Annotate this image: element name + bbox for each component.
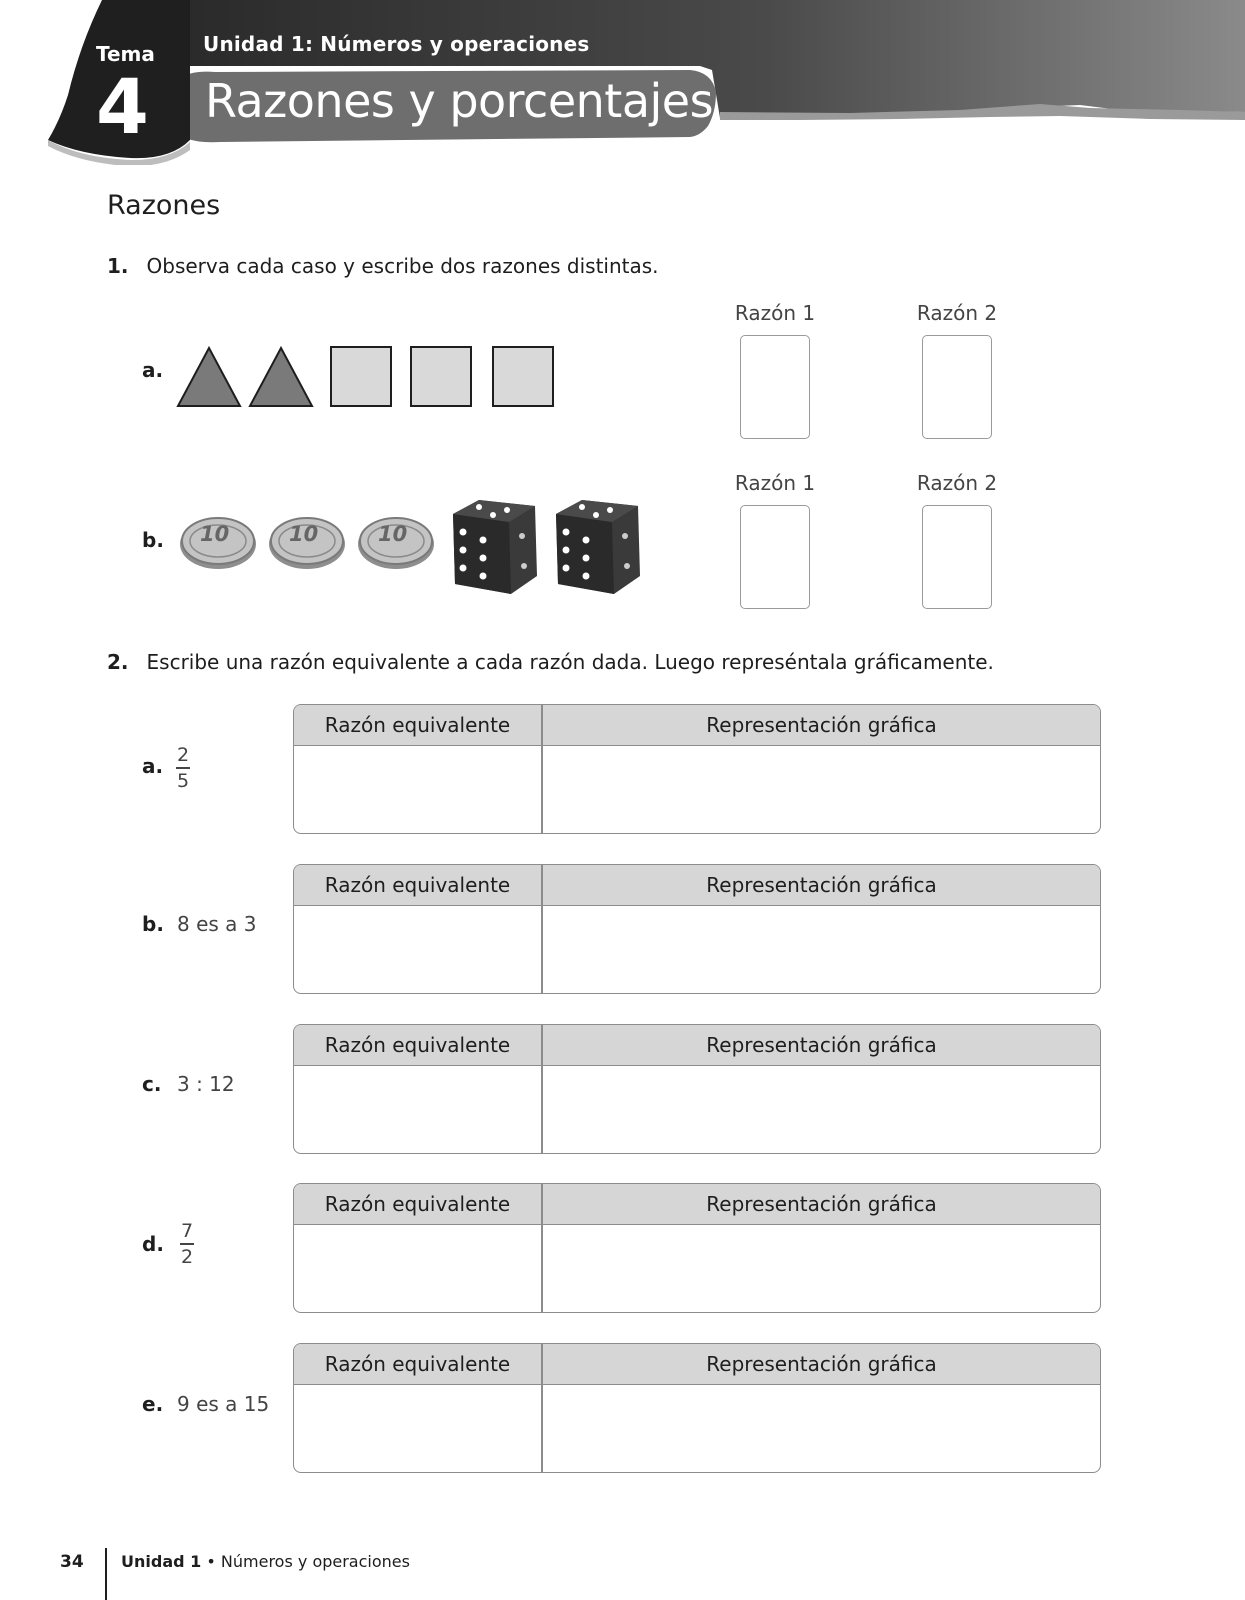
equivalent-ratio-cell[interactable] <box>294 1067 540 1153</box>
triangle-shape <box>250 348 312 406</box>
header-equivalent-ratio: Razón equivalente <box>324 1192 511 1216</box>
ratio-2-caption: Razón 2 <box>916 301 998 325</box>
section-title: Razones <box>107 190 221 221</box>
header-graphic-representation: Representación gráfica <box>706 1352 937 1376</box>
header-equivalent-ratio: Razón equivalente <box>324 1352 511 1376</box>
footer-divider <box>105 1548 107 1600</box>
equivalent-ratio-cell[interactable] <box>294 1226 540 1312</box>
answer-table <box>293 864 1101 994</box>
graphic-representation-cell[interactable] <box>544 1226 1100 1312</box>
coin-icon <box>267 513 347 575</box>
item-letter: a. <box>142 358 164 382</box>
question-2 <box>107 650 994 674</box>
item-letter: b. <box>142 912 164 936</box>
fraction-bar <box>176 767 190 769</box>
shapes-figure <box>176 344 556 410</box>
question-number: 1. <box>107 254 129 278</box>
given-fraction <box>176 744 190 792</box>
header-graphic-representation: Representación gráfica <box>706 713 937 737</box>
answer-table <box>293 1024 1101 1154</box>
square-shape <box>331 347 391 406</box>
item-letter: e. <box>142 1392 164 1416</box>
question-number: 2. <box>107 650 129 674</box>
denominator: 5 <box>176 769 190 792</box>
fraction-bar <box>180 1243 194 1245</box>
graphic-representation-cell[interactable] <box>544 747 1100 833</box>
graphic-representation-cell[interactable] <box>544 1386 1100 1472</box>
footer-separator: • <box>206 1552 216 1571</box>
coin-icon <box>356 513 436 575</box>
coin-value: 10 <box>378 522 408 546</box>
denominator: 2 <box>180 1245 194 1268</box>
given-fraction <box>180 1220 194 1268</box>
given-ratio: 9 es a 15 <box>177 1392 270 1416</box>
answer-table <box>293 1343 1101 1473</box>
topic-title: Razones y porcentajes <box>205 74 714 128</box>
question-text: Escribe una razón equivalente a cada razón dada. Luego represéntala gráficamente. <box>146 650 994 674</box>
footer-unit-bold: Unidad 1 <box>121 1552 202 1571</box>
footer-unit-rest: Números y operaciones <box>220 1552 410 1571</box>
ratio-2-caption: Razón 2 <box>916 471 998 495</box>
item-letter: d. <box>142 1232 164 1256</box>
ratio-2-answer-box[interactable] <box>922 505 992 609</box>
numerator: 7 <box>180 1220 194 1242</box>
graphic-representation-cell[interactable] <box>544 907 1100 993</box>
header-equivalent-ratio: Razón equivalente <box>324 873 511 897</box>
square-shape <box>493 347 553 406</box>
die-icon <box>453 500 537 594</box>
footer-unit <box>121 1552 410 1571</box>
equivalent-ratio-cell[interactable] <box>294 907 540 993</box>
die-icon <box>556 500 640 594</box>
given-ratio: 8 es a 3 <box>177 912 257 936</box>
page-number: 34 <box>60 1552 84 1572</box>
tema-number: 4 <box>96 62 149 151</box>
ratio-1-caption: Razón 1 <box>734 471 816 495</box>
item-letter: c. <box>142 1072 162 1096</box>
answer-table <box>293 704 1101 834</box>
graphic-representation-cell[interactable] <box>544 1067 1100 1153</box>
question-1 <box>107 254 659 278</box>
item-letter: a. <box>142 754 164 778</box>
given-ratio: 3 : 12 <box>177 1072 235 1096</box>
numerator: 2 <box>176 744 190 766</box>
coin-value: 10 <box>200 522 230 546</box>
ratio-1-caption: Razón 1 <box>734 301 816 325</box>
triangle-shape <box>178 348 240 406</box>
coin-value: 10 <box>289 522 319 546</box>
equivalent-ratio-cell[interactable] <box>294 1386 540 1472</box>
header-equivalent-ratio: Razón equivalente <box>324 713 511 737</box>
item-letter: b. <box>142 528 164 552</box>
ratio-2-answer-box[interactable] <box>922 335 992 439</box>
answer-table <box>293 1183 1101 1313</box>
equivalent-ratio-cell[interactable] <box>294 747 540 833</box>
header-equivalent-ratio: Razón equivalente <box>324 1033 511 1057</box>
header-graphic-representation: Representación gráfica <box>706 1033 937 1057</box>
question-text: Observa cada caso y escribe dos razones distintas. <box>146 254 659 278</box>
unit-title: Unidad 1: Números y operaciones <box>203 32 590 56</box>
dice-figure <box>449 496 649 596</box>
tema-label: Tema <box>96 42 155 66</box>
ratio-1-answer-box[interactable] <box>740 335 810 439</box>
square-shape <box>411 347 471 406</box>
coin-icon <box>178 513 258 575</box>
ratio-1-answer-box[interactable] <box>740 505 810 609</box>
header-graphic-representation: Representación gráfica <box>706 1192 937 1216</box>
header-graphic-representation: Representación gráfica <box>706 873 937 897</box>
